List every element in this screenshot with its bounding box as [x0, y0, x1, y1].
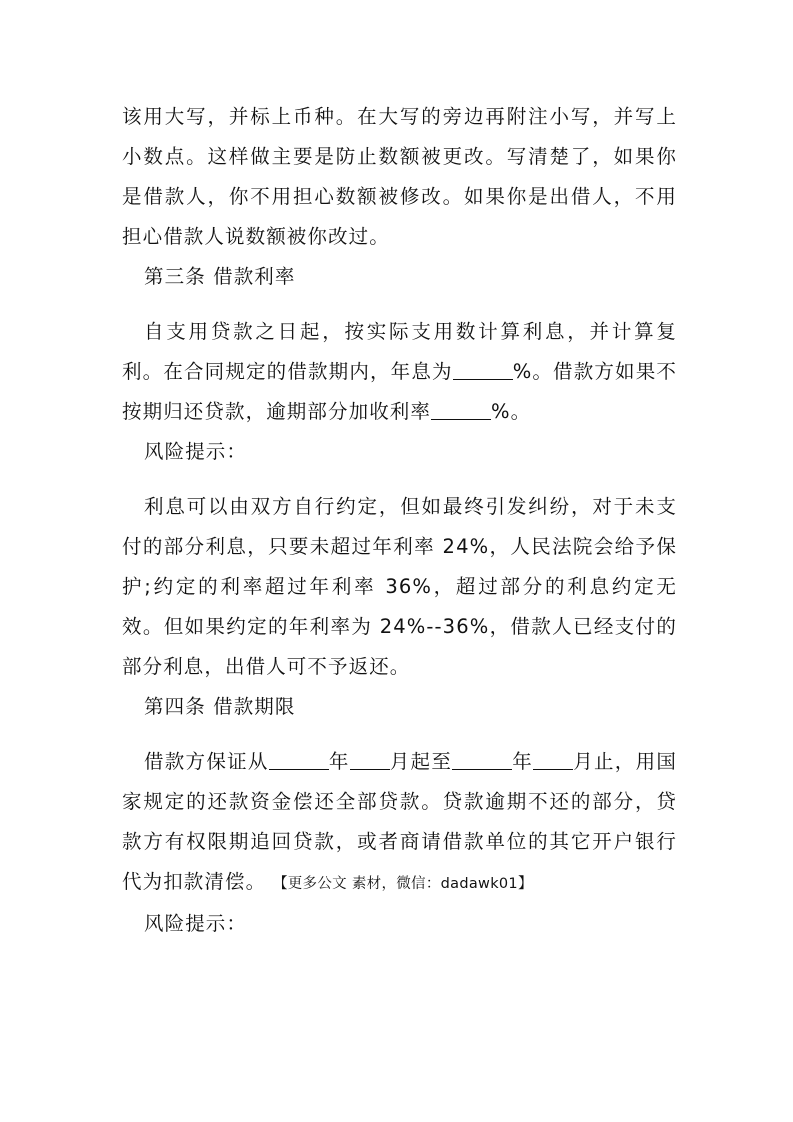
interest-text-b: %。借款方如果不按期归还贷款，逾期部分加收利率 — [122, 360, 677, 423]
start-month-blank[interactable] — [350, 749, 390, 770]
term-month-1: 月起至 — [389, 750, 453, 773]
paragraph-amount-note: 该用大写，并标上币种。在大写的旁边再附注小写，并写上小数点。这样做主要是防止数额被更改。写清楚了，如果你是借款人，你不用担心数额被修改。如果你是出借人，不用担心借款人说数额被你改过。 — [122, 105, 677, 248]
term-month-2: 月止，用国家规定的还款资金偿还全部贷款。贷款逾期不还的部分，贷款方有权限期追回贷款，或者商请借款单位的其它开户银行代为扣款清偿。 — [122, 750, 677, 893]
end-year-blank[interactable] — [452, 749, 512, 770]
term-year-1: 年 — [328, 750, 350, 773]
risk-label-2: 风险提示： — [144, 912, 248, 935]
paragraph-loan-term — [122, 742, 677, 904]
start-year-blank[interactable] — [269, 749, 329, 770]
term-text-a: 借款方保证从 — [144, 750, 269, 773]
heading-article-4: 第四条 借款期限 — [144, 695, 296, 718]
paragraph-risk-interest: 利息可以由双方自行约定，但如最终引发纠纷，对于未支付的部分利息，只要未超过年利率 24%，人民法院会给予保护;约定的利率超过年利率 36%，超过部分的利息约定无效。但如果约定的年利率为 24%--36%，借款人已经支付的部分利息，出借人可不予返还。 — [122, 495, 677, 678]
overdue-rate-blank[interactable] — [431, 399, 491, 420]
risk-label-1: 风险提示： — [144, 440, 248, 463]
document-body — [122, 97, 677, 944]
end-month-blank[interactable] — [533, 749, 573, 770]
paragraph-interest-rate — [122, 312, 677, 432]
term-year-2: 年 — [512, 750, 534, 773]
interest-text-c: %。 — [491, 400, 532, 423]
interest-text-a: 自支用贷款之日起，按实际支用数计算利息，并计算复利。在合同规定的借款期内，年息为 — [122, 320, 677, 383]
promo-note: 【更多公文 素材，微信：dadawk01】 — [280, 876, 533, 892]
heading-article-3: 第三条 借款利率 — [144, 265, 296, 288]
annual-rate-blank[interactable] — [453, 359, 513, 380]
